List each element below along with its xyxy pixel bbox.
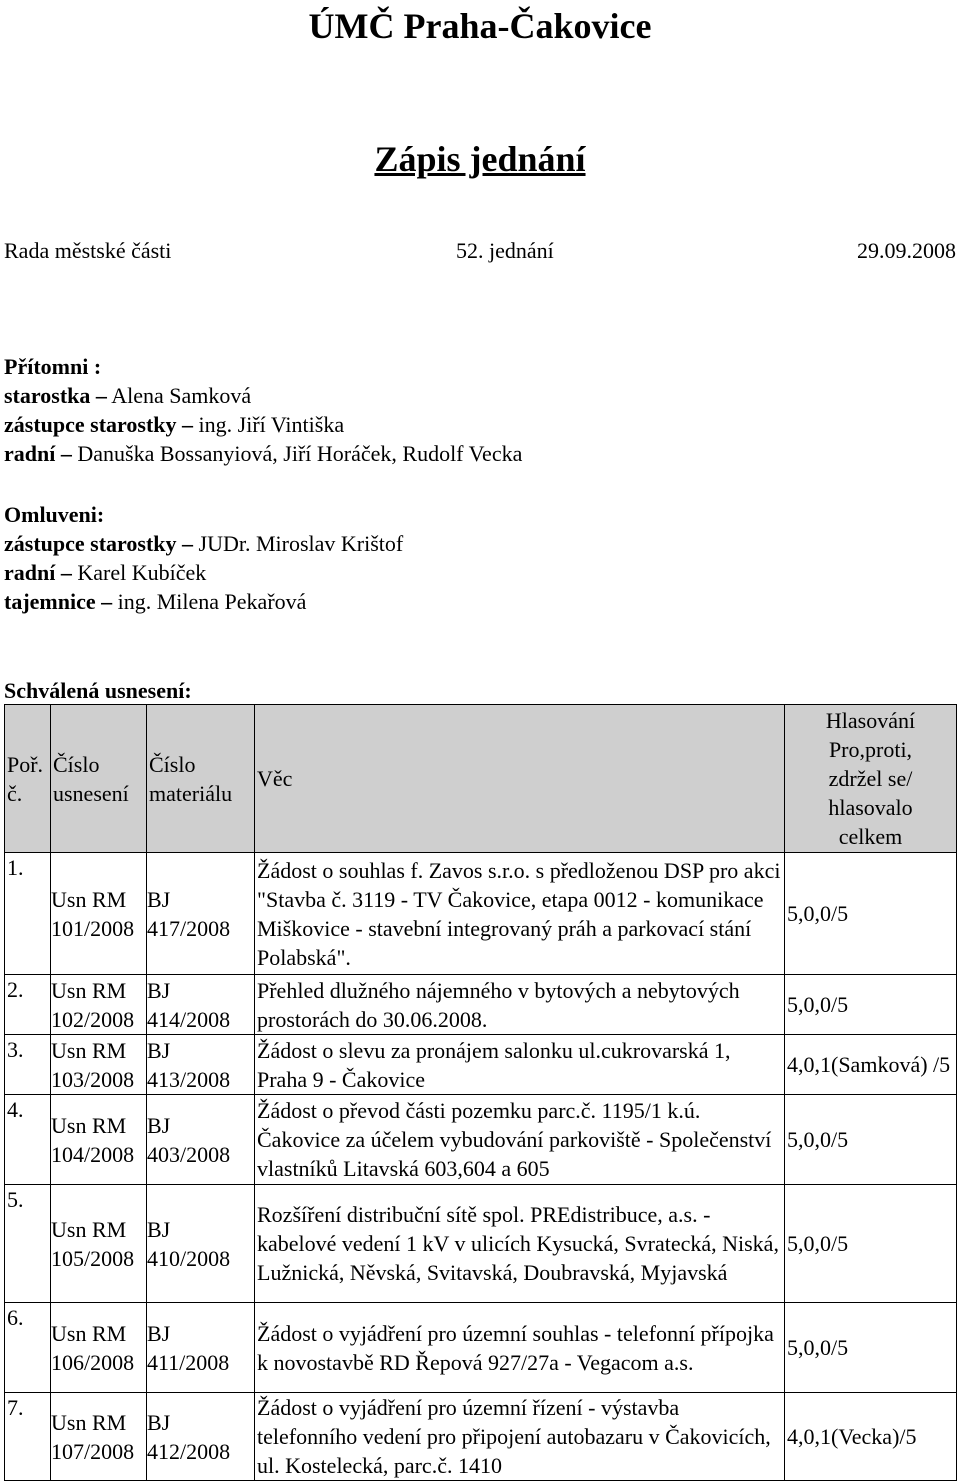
table-row: 5. Usn RM 105/2008 BJ 410/2008 Rozšíření distribuční sítě spol. PREdistribuce, a.s. - kabelové vedení 1 kV v ulicích Kysucká, Svratecká, Niská, Lužnická, Něvská, Svitavská, Doubravská, Myjavská 5,0,0/5 xyxy=(5,1185,957,1303)
present-row: starostka – Alena Samková xyxy=(4,383,252,408)
table-row: 7. Usn RM 107/2008 BJ 412/2008 Žádost o vyjádření pro územní řízení - výstavba telefonního vedení pro připojení autobazaru v Čakovicích, ul. Kostelecká, parc.č. 1410 4,0,1(Vecka)/5 xyxy=(5,1393,957,1481)
excused-row: zástupce starostky – JUDr. Miroslav Krištof xyxy=(4,531,404,556)
header-subject: Věc xyxy=(255,705,785,853)
excused-section xyxy=(4,500,403,616)
table-row: 6. Usn RM 106/2008 BJ 411/2008 Žádost o vyjádření pro územní souhlas - telefonní přípojka k novostavbě RD Řepová 927/27a - Vegacom a.s. 5,0,0/5 xyxy=(5,1303,957,1393)
table-row: 4. Usn RM 104/2008 BJ 403/2008 Žádost o převod části pozemku parc.č. 1195/1 k.ú. Čakovice za účelem vybudování parkoviště - Společenství vlastníků Litavská 603,604 a 605 5,0,0/5 xyxy=(5,1095,957,1185)
table-row: 1. Usn RM 101/2008 BJ 417/2008 Žádost o souhlas f. Zavos s.r.o. s předloženou DSP pro akci "Stavba č. 3119 - TV Čakovice, etapa 0012 - komunikace Miškovice - stavební integrovaný práh a parkovací stání Polabská". 5,0,0/5 xyxy=(5,853,957,975)
header-resolution: Číslo usnesení xyxy=(51,705,147,853)
header-vote: Hlasování Pro,proti, zdržel se/ hlasovalo celkem xyxy=(785,705,957,853)
table-header-row xyxy=(5,705,957,853)
approved-heading: Schválená usnesení: xyxy=(4,678,192,703)
header-material: Číslo materiálu xyxy=(147,705,255,853)
present-section xyxy=(4,352,522,468)
excused-row: tajemnice – ing. Milena Pekařová xyxy=(4,589,307,614)
session-number: 52. jednání xyxy=(456,238,554,263)
table-row: 3. Usn RM 103/2008 BJ 413/2008 Žádost o slevu za pronájem salonku ul.cukrovarská 1, Praha 9 - Čakovice 4,0,1(Samková) /5 xyxy=(5,1035,957,1095)
office-title: ÚMČ Praha-Čakovice xyxy=(308,6,652,46)
table-row: 2. Usn RM 102/2008 BJ 414/2008 Přehled dlužného nájemného v bytových a nebytových prostorách do 30.06.2008. 5,0,0/5 xyxy=(5,975,957,1035)
header-no: Poř. č. xyxy=(5,705,51,853)
present-row: zástupce starostky – ing. Jiří Vintiška xyxy=(4,412,345,437)
meeting-date: 29.09.2008 xyxy=(857,238,956,263)
present-row: radní – Danuška Bossanyiová, Jiří Horáček, Rudolf Vecka xyxy=(4,441,523,466)
excused-row: radní – Karel Kubíček xyxy=(4,560,207,585)
excused-heading: Omluveni: xyxy=(4,502,105,527)
document-title: Zápis jednání xyxy=(374,139,586,179)
present-heading: Přítomni : xyxy=(4,354,102,379)
resolutions-table xyxy=(4,704,957,1481)
council-body: Rada městské části xyxy=(4,238,172,263)
